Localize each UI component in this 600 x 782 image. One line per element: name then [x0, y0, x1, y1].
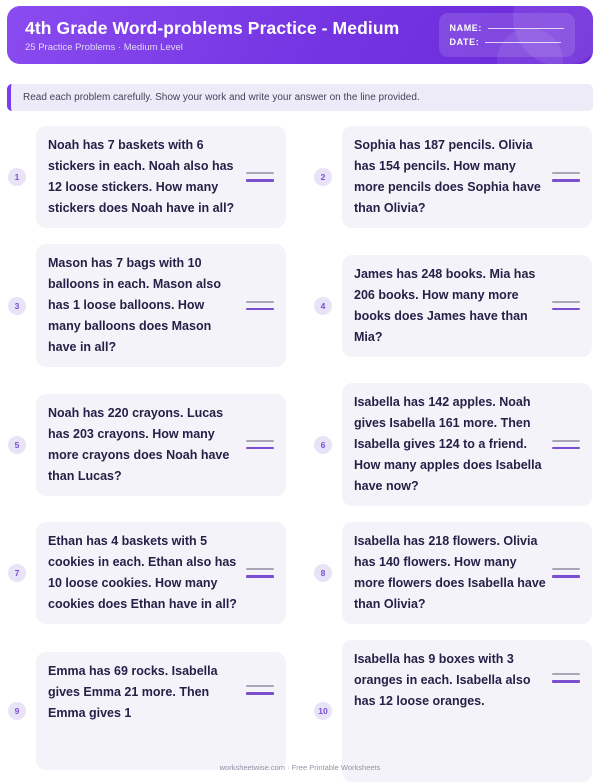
problem-number-badge: 7 [8, 564, 26, 582]
answer-line-bottom [246, 447, 274, 450]
worksheet-header [7, 6, 593, 64]
answer-blank[interactable] [552, 301, 580, 311]
problem-text: Isabella has 218 flowers. Olivia has 140 flowers. How many more flowers does Isabella have than Olivia? [354, 534, 546, 611]
answer-line-bottom [246, 308, 274, 311]
problem-card [36, 652, 286, 770]
problem-number-badge: 10 [314, 702, 332, 720]
problem-number-badge: 2 [314, 168, 332, 186]
answer-blank[interactable] [552, 673, 580, 683]
page-title: 4th Grade Word-problems Practice - Medium [25, 17, 400, 38]
problem-text: James has 248 books. Mia has 206 books. How many more books does James have than Mia? [354, 266, 536, 344]
problem-cell-4 [314, 255, 592, 357]
problem-card [342, 640, 592, 782]
problem-text: Ethan has 4 baskets with 5 cookies in each. Ethan also has 10 loose cookies. How many cookies does Ethan have in all? [48, 534, 237, 611]
answer-line-bottom [552, 680, 580, 683]
problem-card [36, 522, 286, 624]
answer-line-top [246, 301, 274, 303]
answer-line-top [552, 568, 580, 570]
problem-text: Mason has 7 bags with 10 balloons in each. Mason also has 1 loose balloons. How many balloons does Mason have in all? [48, 256, 221, 354]
page-subtitle: 25 Practice Problems · Medium Level [25, 41, 183, 53]
answer-line-bottom [552, 575, 580, 578]
problem-number-badge: 5 [8, 436, 26, 454]
date-label: DATE: [449, 37, 480, 47]
worksheet-page [0, 6, 600, 782]
problem-text: Isabella has 142 apples. Noah gives Isabella 161 more. Then Isabella gives 124 to a friend. How many apples does Isabella have now? [354, 395, 542, 493]
answer-blank[interactable] [552, 440, 580, 450]
answer-line-bottom [552, 308, 580, 311]
answer-blank[interactable] [246, 685, 274, 695]
problem-cell-5 [8, 394, 286, 496]
problem-number-badge: 6 [314, 436, 332, 454]
date-blank-line[interactable] [485, 42, 561, 43]
problem-text: Sophia has 187 pencils. Olivia has 154 pencils. How many more pencils does Sophia have than Olivia? [354, 138, 541, 215]
problem-text: Emma has 69 rocks. Isabella gives Emma 21 more. Then Emma gives 1 [48, 664, 218, 720]
problem-cell-10 [314, 640, 592, 782]
answer-blank[interactable] [246, 172, 274, 182]
answer-line-top [246, 440, 274, 442]
problem-number-badge: 9 [8, 702, 26, 720]
answer-blank[interactable] [246, 568, 274, 578]
problem-cell-3 [8, 244, 286, 367]
answer-line-top [246, 172, 274, 174]
answer-line-top [552, 440, 580, 442]
answer-line-top [246, 568, 274, 570]
date-row [450, 37, 565, 47]
instructions-banner: Read each problem carefully. Show your work and write your answer on the line provided. [7, 84, 593, 111]
problem-text: Noah has 220 crayons. Lucas has 203 crayons. How many more crayons does Noah have than Lucas? [48, 405, 230, 483]
problem-cell-6 [314, 383, 592, 506]
name-label: NAME: [449, 23, 482, 33]
problem-number-badge: 3 [8, 297, 26, 315]
problem-card [36, 244, 286, 367]
answer-line-top [552, 301, 580, 303]
problem-cell-8 [314, 522, 592, 624]
problem-cell-2 [314, 126, 592, 228]
problem-card [342, 255, 592, 357]
problem-cell-7 [8, 522, 286, 624]
header-text [25, 18, 399, 53]
problem-cell-9 [8, 652, 286, 770]
answer-blank[interactable] [552, 172, 580, 182]
problem-card [342, 126, 592, 228]
answer-line-top [552, 172, 580, 174]
answer-blank[interactable] [246, 440, 274, 450]
problem-number-badge: 1 [8, 168, 26, 186]
name-row [450, 23, 565, 33]
problem-text: Isabella has 9 boxes with 3 oranges in each. Isabella also has 12 loose oranges. [354, 652, 531, 708]
problem-text: Noah has 7 baskets with 6 stickers in each. Noah also has 12 loose stickers. How many stickers does Noah have in all? [48, 138, 235, 215]
problem-card [36, 394, 286, 496]
answer-line-top [552, 673, 580, 675]
problem-card [342, 383, 592, 506]
answer-line-bottom [552, 447, 580, 450]
problems-grid [8, 126, 592, 782]
problem-number-badge: 4 [314, 297, 332, 315]
answer-line-top [246, 685, 274, 687]
answer-line-bottom [246, 692, 274, 695]
answer-blank[interactable] [246, 301, 274, 311]
answer-line-bottom [246, 179, 274, 182]
problem-cell-1 [8, 126, 286, 228]
name-blank-line[interactable] [488, 28, 564, 29]
answer-blank[interactable] [552, 568, 580, 578]
problem-number-badge: 8 [314, 564, 332, 582]
watermark: worksheetwise.com · Free Printable Worksheets [219, 763, 381, 772]
problem-card [342, 522, 592, 624]
problem-card [36, 126, 286, 228]
answer-line-bottom [246, 575, 274, 578]
answer-line-bottom [552, 179, 580, 182]
name-date-box [439, 13, 576, 57]
